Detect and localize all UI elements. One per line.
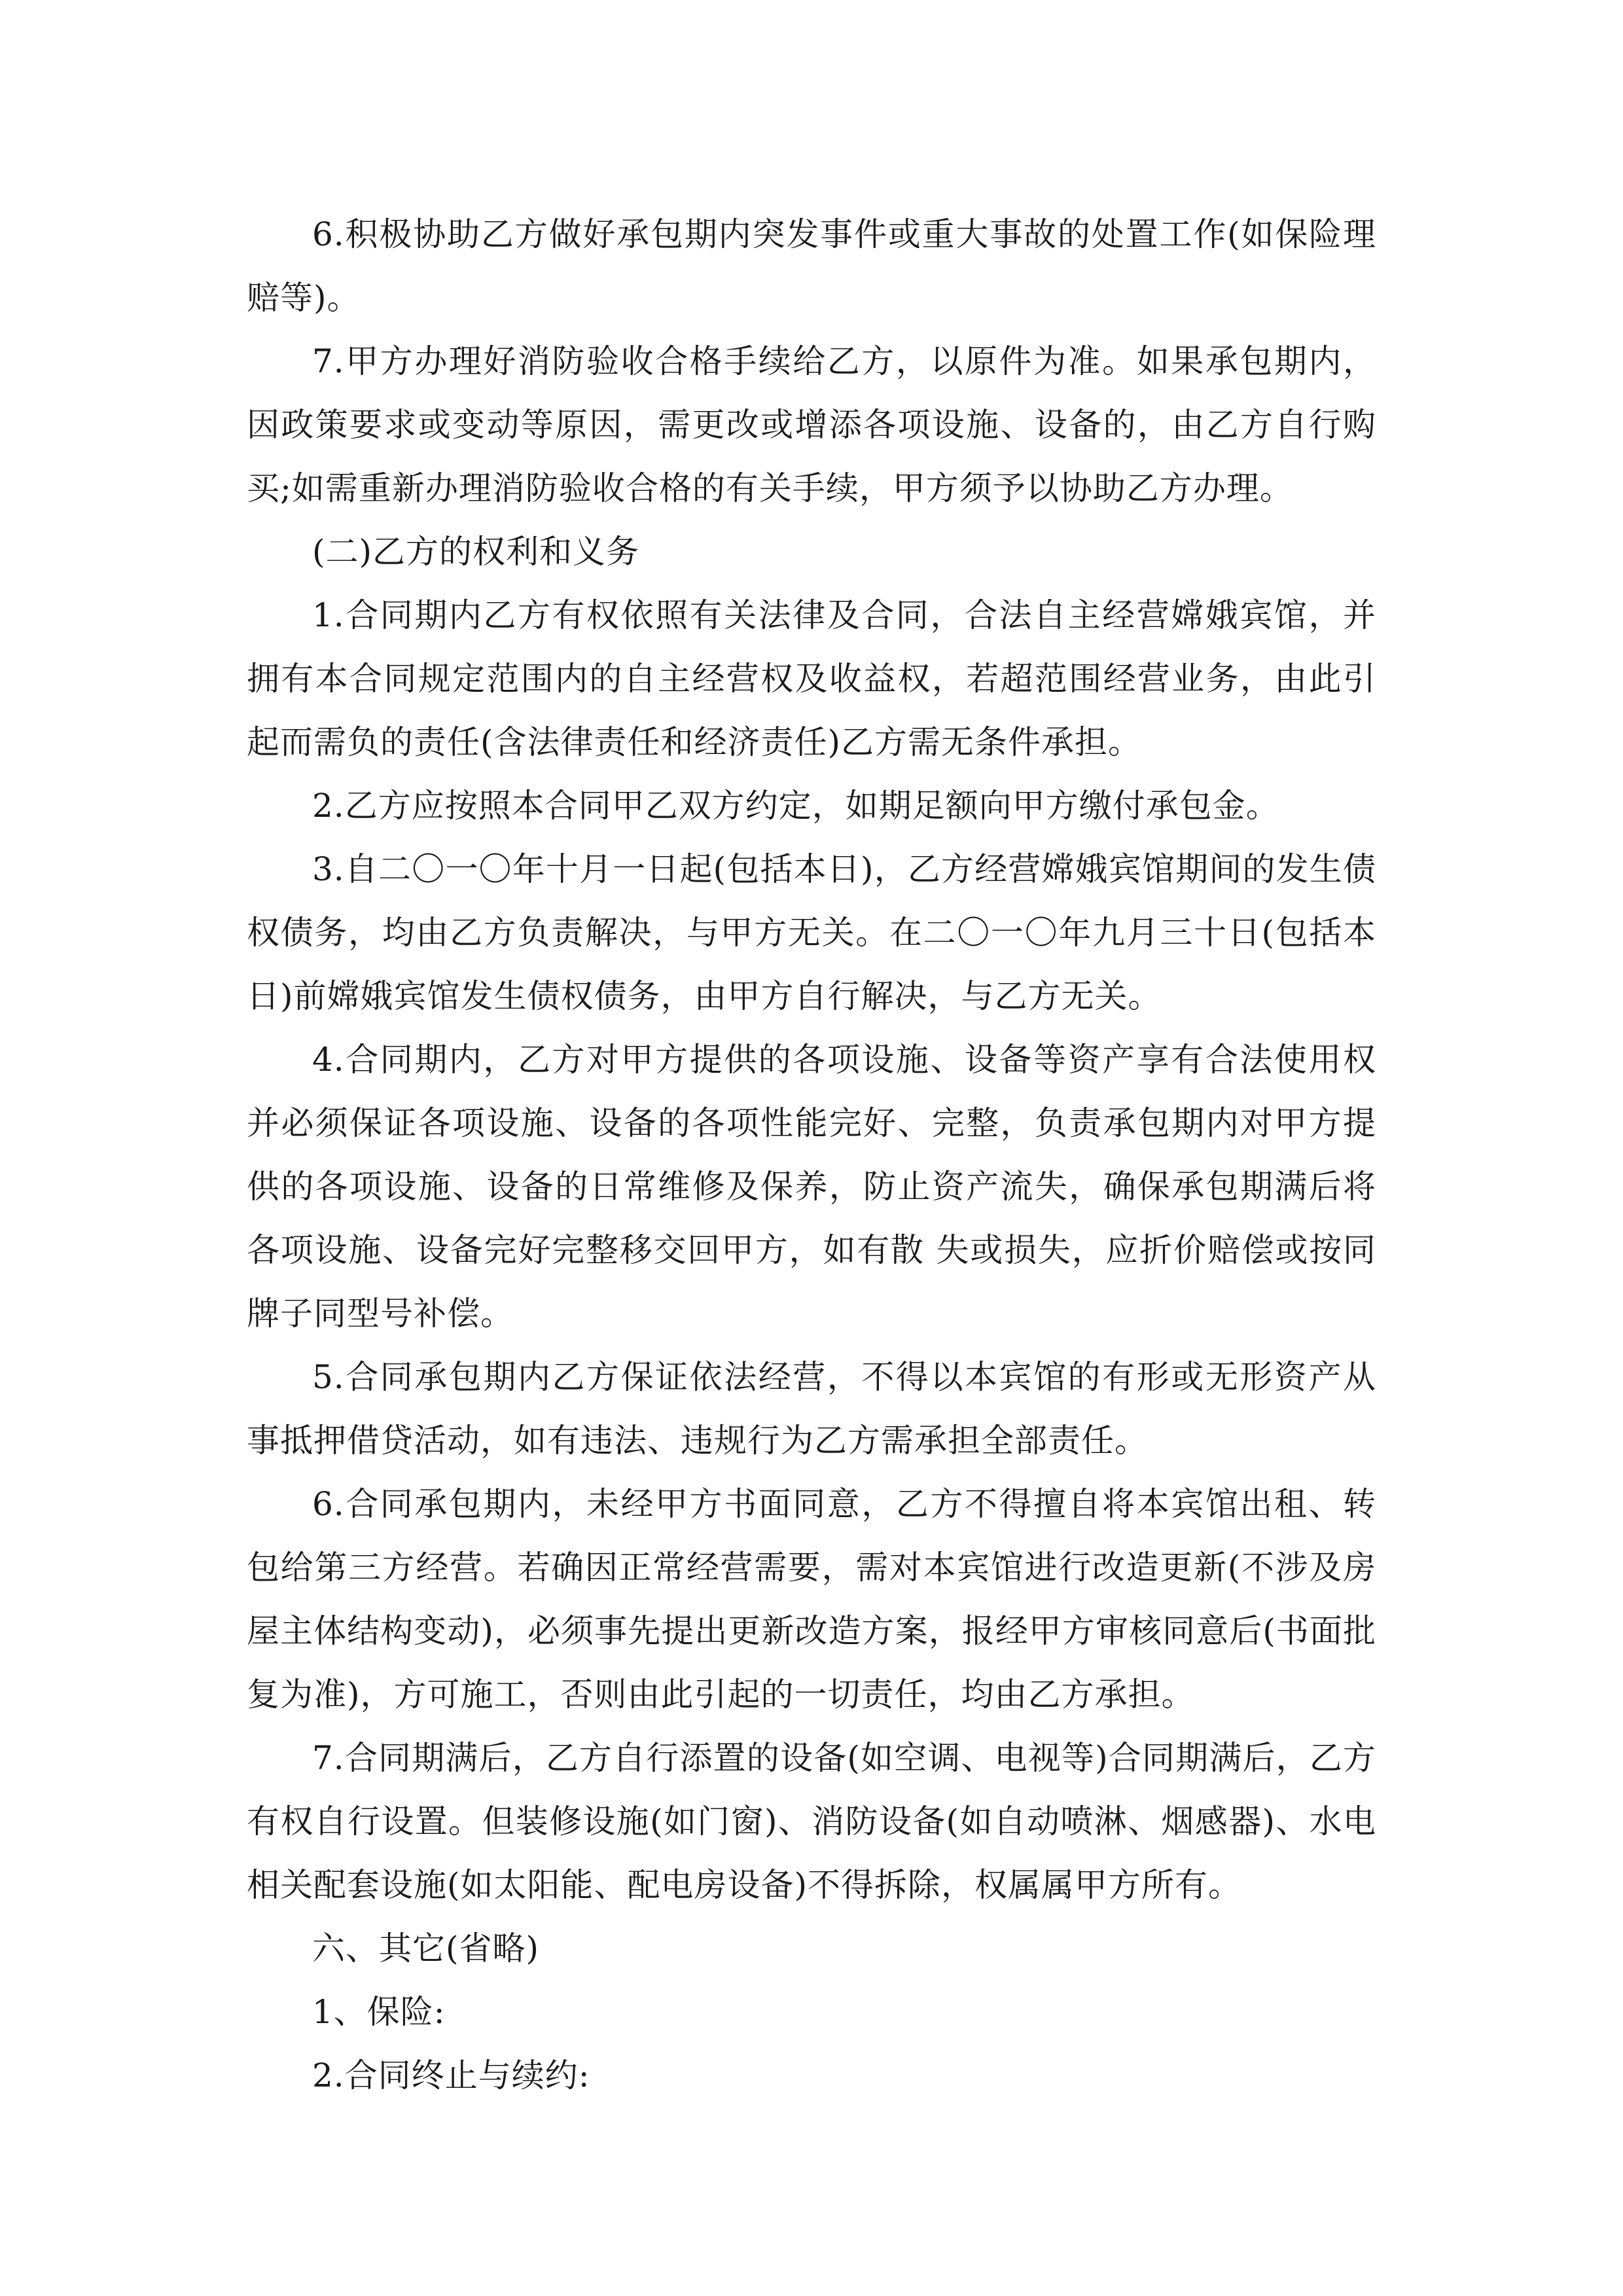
paragraph-party-b-item-3: 3.自二〇一〇年十月一日起(包括本日)，乙方经营嫦娥宾馆期间的发生债权债务，均由乙方负责解决，与甲方无关。在二〇一〇年九月三十日(包括本日)前嫦娥宾馆发生债权债务，由甲方自行解决，与乙方无关。 [247, 850, 1376, 1015]
paragraph-party-b-item-1: 1.合同期内乙方有权依照有关法律及合同，合法自主经营嫦娥宾馆，并拥有本合同规定范围内的自主经营权及收益权，若超范围经营业务，由此引起而需负的责任(含法律责任和经济责任)乙方需无条件承担。 [247, 596, 1376, 761]
paragraph-party-b-item-7: 7.合同期满后，乙方自行添置的设备(如空调、电视等)合同期满后，乙方有权自行设置。但装修设施(如门窗)、消防设备(如自动喷淋、烟感器)、水电相关配套设施(如太阳能、配电房设备)不得拆除，权属属甲方所有。 [247, 1739, 1376, 1904]
paragraph-insurance: 1、保险: [312, 1993, 446, 2031]
paragraph-party-a-duty-7: 7.甲方办理好消防验收合格手续给乙方，以原件为准。如果承包期内，因政策要求或变动等原因，需更改或增添各项设施、设备的，由乙方自行购买;如需重新办理消防验收合格的有关手续，甲方须予以协助乙方办理。 [247, 342, 1376, 507]
paragraph-termination-renewal: 2.合同终止与续约: [312, 2056, 590, 2094]
section-heading-other: 六、其它(省略) [312, 1929, 540, 1967]
section-heading-party-b-rights: (二)乙方的权利和义务 [312, 533, 640, 571]
document-body [247, 203, 1376, 2108]
paragraph-party-b-item-2: 2.乙方应按照本合同甲乙双方约定，如期足额向甲方缴付承包金。 [312, 787, 1279, 825]
paragraph-party-b-item-5: 5.合同承包期内乙方保证依法经营，不得以本宾馆的有形或无形资产从事抵押借贷活动，如有违法、违规行为乙方需承担全部责任。 [247, 1358, 1376, 1460]
paragraph-party-a-duty-6: 6.积极协助乙方做好承包期内突发事件或重大事故的处置工作(如保险理赔等)。 [247, 215, 1376, 317]
paragraph-party-b-item-6: 6.合同承包期内，未经甲方书面同意，乙方不得擅自将本宾馆出租、转包给第三方经营。若确因正常经营需要，需对本宾馆进行改造更新(不涉及房屋主体结构变动)，必须事先提出更新改造方案，报经甲方审核同意后(书面批复为准)，方可施工，否则由此引起的一切责任，均由乙方承担。 [247, 1485, 1376, 1713]
paragraph-party-b-item-4: 4.合同期内，乙方对甲方提供的各项设施、设备等资产享有合法使用权并必须保证各项设施、设备的各项性能完好、完整，负责承包期内对甲方提供的各项设施、设备的日常维修及保养，防止资产流失，确保承包期满后将各项设施、设备完好完整移交回甲方，如有散 失或损失，应折价赔偿或按同牌子同型号补偿。 [247, 1041, 1376, 1333]
